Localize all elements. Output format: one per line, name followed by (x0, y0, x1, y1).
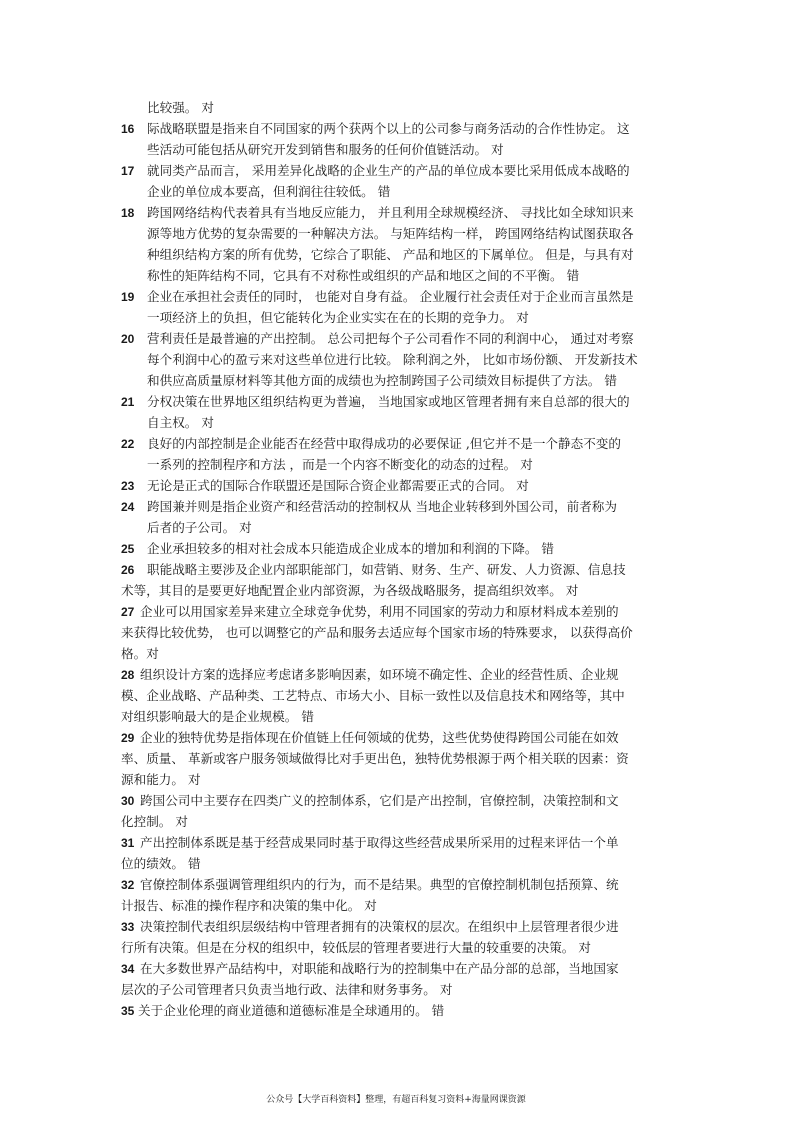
item-number: 35 (121, 1004, 135, 1018)
text-line: 一项经济上的负担，但它能转化为企业实实在在的长期的竞争力。 对 (147, 310, 529, 325)
text-line: 计报告、标准的操作程序和决策的集中化。 对 (121, 898, 377, 913)
text-line: 企业的单位成本要高，但利润往往较低。 错 (147, 184, 391, 199)
text-line: 良好的内部控制是企业能否在经营中取得成功的必要保证 ,但它并不是一个静态不变的 (147, 436, 621, 451)
text-line: 来获得比较优势， 也可以调整它的产品和服务去适应每个国家市场的特殊要求， 以获得高价 (121, 625, 633, 640)
text-line: 职能战略主要涉及企业内部职能部门，如营销、财务、生产、研发、人力资源、信息技 (147, 562, 626, 577)
item-number: 33 (121, 920, 135, 934)
text-line: 企业承担较多的相对社会成本只能造成企业成本的增加和利润的下降。 错 (147, 541, 555, 556)
item-number: 23 (121, 479, 135, 493)
item-number: 30 (121, 794, 135, 808)
text-line: 源等地方优势的复杂需要的一种解决方法。 与矩阵结构一样， 跨国网络结构试图获取各 (147, 226, 634, 241)
text-line: 和供应高质量原材料等其他方面的成绩也为控制跨国子公司绩效目标提供了方法。 错 (147, 373, 617, 388)
item-number: 34 (121, 962, 135, 976)
text-line: 位的绩效。 错 (121, 856, 201, 871)
item-number: 29 (121, 731, 135, 745)
text-line: 就同类产品而言， 采用差异化战略的企业生产的产品的单位成本要比采用低成本战略的 (147, 163, 630, 178)
text-line: 行所有决策。但是在分权的组织中，较低层的管理者要进行大量的较重要的决策。 对 (121, 940, 591, 955)
text-line: 种组织结构方案的所有优势，它综合了职能、 产品和地区的下属单位。 但是，与具有对 (147, 247, 634, 262)
text-line: 跨国兼并则是指企业资产和经营活动的控制权从 当地企业转移到外国公司，前者称为 (147, 499, 617, 514)
item-number: 28 (121, 668, 135, 682)
item-number: 26 (121, 563, 135, 577)
text-line: 在大多数世界产品结构中，对职能和战略行为的控制集中在产品分部的总部，当地国家 (140, 961, 619, 976)
item-number: 18 (121, 206, 135, 220)
text-line: 率、质量、 革新或客户服务领域做得比对手更出色，独特优势根源于两个相关联的因素：资 (121, 751, 629, 766)
text-line: 称性的矩阵结构不同，它具有不对称性或组织的产品和地区之间的不平衡。 错 (147, 268, 580, 283)
text-line: 无论是正式的国际合作联盟还是国际合资企业都需要正式的合同。 对 (147, 478, 529, 493)
text-line: 官僚控制体系强调管理组织内的行为，而不是结果。典型的官僚控制机制包括预算、统 (140, 877, 619, 892)
text-line: 对组织影响最大的是企业规模。 错 (121, 709, 314, 724)
item-number: 27 (121, 605, 135, 619)
item-number: 16 (121, 122, 135, 136)
item-number: 24 (121, 500, 135, 514)
item-number: 25 (121, 542, 135, 556)
item-number: 22 (121, 437, 135, 451)
text-line: 一系列的控制程序和方法 ，而是一个内容不断变化的动态的过程。 对 (147, 457, 533, 472)
item-number: 31 (121, 836, 135, 850)
text-line: 比较强。 对 (147, 100, 214, 115)
text-line: 跨国网络结构代表着具有当地反应能力， 并且利用全球规模经济、 寻找比如全球知识来 (147, 205, 634, 220)
text-line: 层次的子公司管理者只负责当地行政、法律和财务事务。 对 (121, 982, 453, 997)
text-line: 化控制。 对 (121, 814, 188, 829)
text-line: 企业在承担社会责任的同时， 也能对自身有益。 企业履行社会责任对于企业而言虽然是 (147, 289, 634, 304)
text-line: 营利责任是最普遍的产出控制。 总公司把每个子公司看作不同的利润中心， 通过对考察 (147, 331, 634, 346)
text-line: 产出控制体系既是基于经营成果同时基于取得这些经营成果所采用的过程来评估一个单 (140, 835, 619, 850)
text-line: 跨国公司中主要存在四类广义的控制体系，它们是产出控制，官僚控制，决策控制和文 (140, 793, 619, 808)
text-line: 模、企业战略、产品种类、工艺特点、市场大小、目标一致性以及信息技术和网络等，其中 (121, 688, 625, 703)
item-number: 21 (121, 395, 135, 409)
footer-note: 公众号【大学百科资料】整理，有超百科复习资料+海量网课资源 (266, 1095, 526, 1105)
text-line: 自主权。 对 (147, 415, 214, 430)
text-line: 格。对 (121, 646, 159, 661)
text-line: 源和能力。 对 (121, 772, 201, 787)
text-line: 决策控制代表组织层级结构中管理者拥有的决策权的层次。在组织中上层管理者很少进 (140, 919, 619, 934)
text-line: 际战略联盟是指来自不同国家的两个获两个以上的公司参与商务活动的合作性协定。 这 (147, 121, 630, 136)
text-line: 企业的独特优势是指体现在价值链上任何领域的优势，这些优势使得跨国公司能在如效 (140, 730, 619, 745)
text-line: 术等，其目的是要更好地配置企业内部资源，为各级战略服务，提高组织效率。 对 (121, 583, 579, 598)
item-number: 19 (121, 290, 135, 304)
item-number: 17 (121, 164, 135, 178)
text-line: 企业可以用国家差异来建立全球竞争优势，利用不同国家的劳动力和原材料成本差别的 (140, 604, 619, 619)
item-number: 20 (121, 332, 135, 346)
text-line: 分权决策在世界地区组织结构更为普遍， 当地国家或地区管理者拥有来自总部的很大的 (147, 394, 630, 409)
text-line: 关于企业伦理的商业道德和道德标准是全球通用的。 错 (138, 1003, 445, 1018)
text-line: 些活动可能包括从研究开发到销售和服务的任何价值链活动。 对 (147, 142, 504, 157)
text-line: 后者的子公司。 对 (147, 520, 252, 535)
text-line: 每个利润中心的盈亏来对这些单位进行比较。 除利润之外， 比如市场份额、 开发新技术 (147, 352, 638, 367)
text-line: 组织设计方案的选择应考虑诸多影响因素，如环境不确定性、企业的经营性质、企业规 (140, 667, 619, 682)
item-number: 32 (121, 878, 135, 892)
